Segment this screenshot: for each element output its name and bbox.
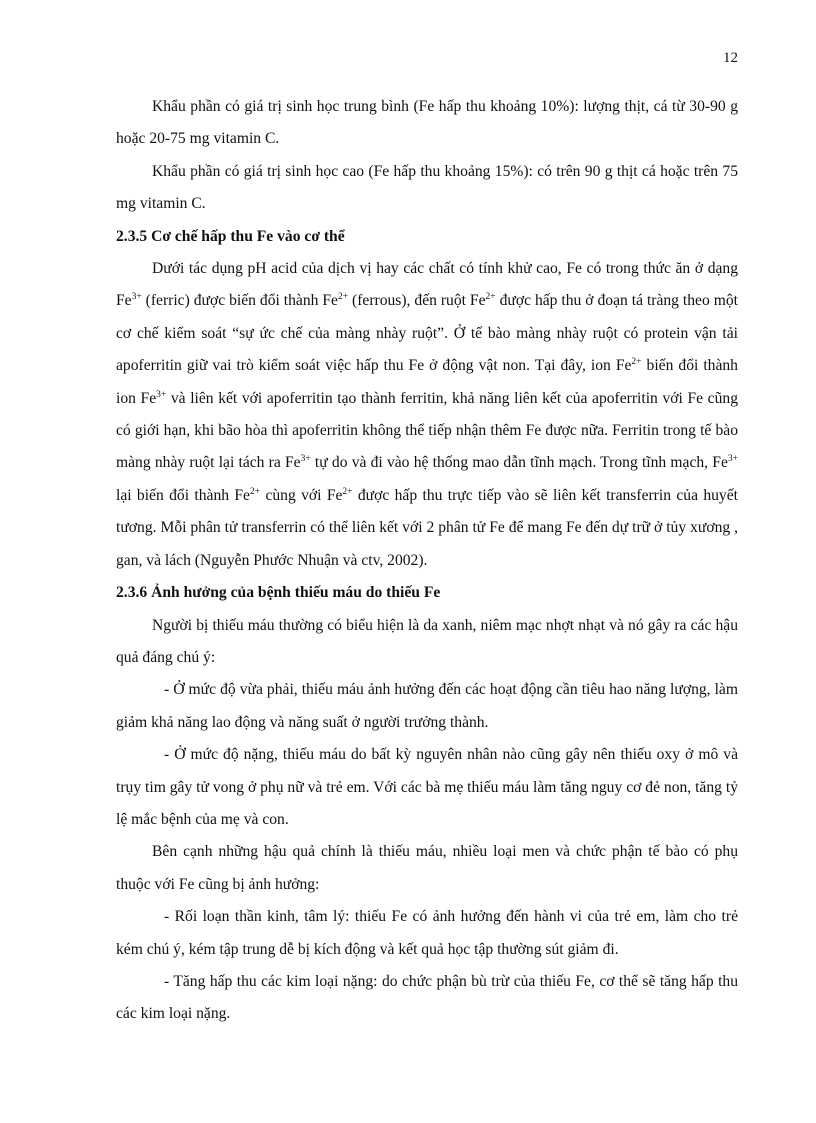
text-run: tự do và đi vào hệ thống mao dẫn tĩnh mạch. Trong tĩnh mạch, Fe [310, 454, 728, 472]
paragraph-other-effects: Bên cạnh những hậu quả chính là thiếu máu, nhiều loại men và chức phận tế bào có phụ thuộc với Fe cũng bị ảnh hưởng: [116, 843, 738, 893]
list-item-neuro-disorder: - Rối loạn thần kinh, tâm lý: thiếu Fe có ảnh hưởng đến hành vi của trẻ em, làm cho trẻ kém chú ý, kém tập trung dễ bị kích động và kết quả học tập thường sút giảm đi. [116, 908, 738, 958]
text-run: được hấp thu ở đoạn tá tràng theo một cơ chế kiểm soát “sự ức chế của màng nhày ruột”. Ở tế bào màng nhày ruột có protein vận tải apoferritin giữ vai trò kiểm soát việc hấp thu Fe ở động vật non. Tại đây, ion Fe [116, 292, 738, 375]
page-number: 12 [723, 50, 738, 66]
text-run: Dưới tác dụng pH acid của dịch vị hay các chất có tính khử cao, Fe có trong thức ăn ở dạng Fe [116, 260, 738, 310]
text-run: và liên kết với apoferritin tạo thành ferritin, khả năng liên kết của apoferritin với Fe cũng có giới hạn, khi bão hòa thì apoferritin không thể tiếp nhận thêm Fe được nữa. Ferritin trong tế bào màng nhày ruột lại tách ra Fe [116, 389, 738, 472]
paragraph-absorption-mechanism [116, 253, 738, 577]
superscript: 2+ [249, 486, 261, 497]
superscript: 2+ [485, 292, 496, 303]
list-item-severe-anemia: - Ở mức độ nặng, thiếu máu do bất kỳ nguyên nhân nào cũng gây nên thiếu oxy ở mô và trụy tim gây tử vong ở phụ nữ và trẻ em. Với các bà mẹ thiếu máu làm tăng nguy cơ đẻ non, tăng tỷ lệ mắc bệnh của mẹ và con. [116, 746, 738, 828]
text-run: được hấp thu trực tiếp vào sẽ liên kết transferrin của huyết tương. Mỗi phân tử transferrin có thể liên kết với 2 phân tử Fe để mang Fe đến dự trữ ở tủy xương , gan, và lách (Nguyễn Phước Nhuận và ctv, 2002). [116, 486, 738, 569]
list-item-moderate-anemia: - Ở mức độ vừa phải, thiếu máu ảnh hưởng đến các hoạt động cần tiêu hao năng lượng, làm giảm khả năng lao động và năng suất ở người trưởng thành. [116, 681, 738, 731]
superscript: 3+ [156, 389, 167, 400]
list-item-heavy-metals: - Tăng hấp thu các kim loại nặng: do chức phận bù trừ của thiếu Fe, cơ thể sẽ tăng hấp thu các kim loại nặng. [116, 972, 738, 1023]
superscript: 3+ [727, 454, 738, 465]
superscript: 3+ [300, 454, 311, 465]
superscript: 2+ [631, 357, 642, 368]
document-body [116, 91, 738, 1031]
text-run: cùng với Fe [260, 486, 343, 504]
superscript: 2+ [337, 292, 349, 303]
superscript: 3+ [131, 292, 142, 303]
text-run: (ferric) được biến đổi thành Fe [141, 292, 338, 310]
paragraph-high-diet: Khẩu phần có giá trị sinh học cao (Fe hấp thu khoảng 15%): có trên 90 g thịt cá hoặc trên 75 mg vitamin C. [116, 162, 738, 213]
text-run: lại biến đổi thành Fe [116, 486, 250, 504]
text-run: biến đổi thành ion Fe [116, 357, 738, 407]
paragraph-anemia-symptoms: Người bị thiếu máu thường có biểu hiện là da xanh, niêm mạc nhợt nhạt và nó gây ra các hậu quả đáng chú ý: [116, 616, 738, 666]
section-heading-2-3-6: 2.3.6 Ảnh hưởng của bệnh thiếu máu do thiếu Fe [116, 584, 441, 602]
paragraph-medium-diet: Khẩu phần có giá trị sinh học trung bình (Fe hấp thu khoảng 10%): lượng thịt, cá từ 30-90 g hoặc 20-75 mg vitamin C. [116, 98, 738, 148]
section-heading-2-3-5: 2.3.5 Cơ chế hấp thu Fe vào cơ thể [116, 227, 345, 245]
superscript: 2+ [342, 486, 353, 497]
text-run: (ferrous), đến ruột Fe [348, 292, 486, 310]
